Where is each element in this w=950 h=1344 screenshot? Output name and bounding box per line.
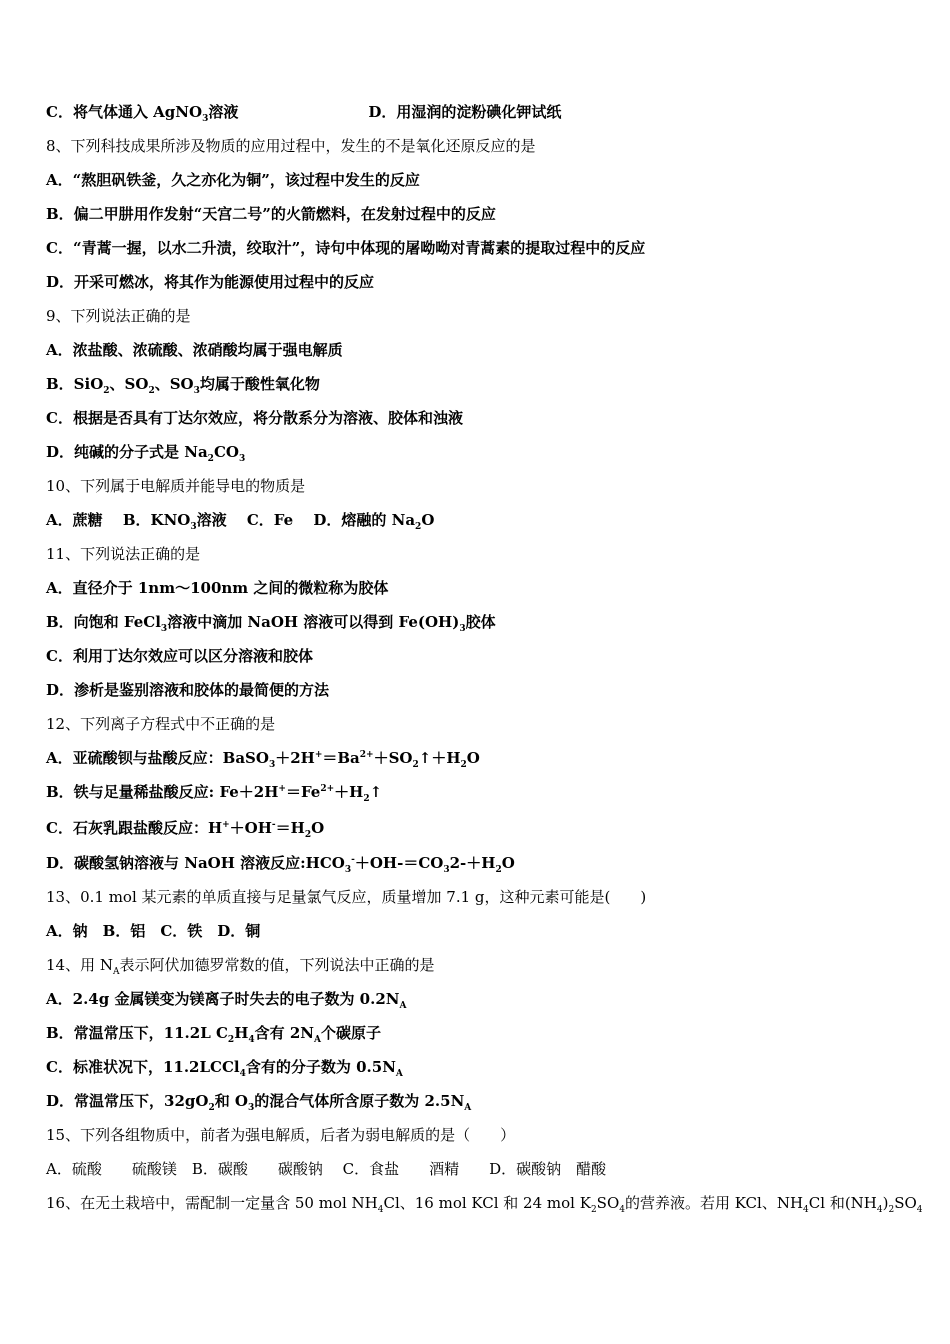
text-run: 10、下列属于电解质并能导电的物质是 (46, 477, 306, 495)
text-run: A．硫酸 硫酸镁 B．碳酸 碳酸钠 C．食盐 酒精 D．碳酸钠 醋酸 (46, 1160, 607, 1178)
answer-option-line (46, 238, 645, 258)
answer-option-line (46, 272, 374, 292)
text-run: 溶液 C．Fe D．熔融的 Na (196, 511, 416, 529)
answer-option-line (46, 921, 260, 941)
answer-option-line (46, 204, 496, 224)
text-run: C．标准状况下，11.2LCCl (46, 1058, 240, 1076)
subscript: 2 (148, 386, 155, 396)
text-run: D．纯碱的分子式是 Na (46, 443, 208, 461)
answer-option-line (46, 340, 343, 360)
question-line (46, 1193, 923, 1213)
subscript: 4 (248, 1035, 255, 1045)
text-run: D．开采可燃冰，将其作为能源使用过程中的反应 (46, 273, 375, 291)
text-run: 2-＋H (449, 854, 496, 872)
superscript: - (271, 820, 276, 830)
subscript: 2 (888, 1205, 895, 1215)
subscript: 3 (459, 624, 466, 634)
text-run: A．蔗糖 B．KNO (46, 511, 191, 529)
text-run: D．常温常压下，32gO (46, 1092, 209, 1110)
question-line (46, 955, 435, 975)
subscript: 2 (227, 1035, 235, 1045)
subscript: A (399, 1001, 407, 1011)
subscript: 3 (268, 760, 276, 770)
text-run: B．偏二甲肼用作发射“天宫二号”的火箭燃料，在发射过程中的反应 (46, 205, 496, 223)
text-run: 14、用 N (46, 956, 113, 974)
question-line (46, 476, 305, 496)
text-run: ＋SO (373, 749, 413, 767)
superscript: - (351, 855, 355, 865)
text-run: ＝H (275, 819, 305, 837)
subscript: 4 (803, 1205, 809, 1215)
subscript: 2 (208, 1103, 215, 1113)
text-run: A．钠 B．铝 C．铁 D．铜 (46, 922, 261, 940)
answer-option-line (46, 374, 320, 394)
text-run: D．碳酸氢钠溶液与 NaOH 溶液反应:HCO (46, 854, 345, 872)
text-run: 12、下列离子方程式中不正确的是 (46, 715, 276, 733)
text-run: 8、下列科技成果所涉及物质的应用过程中，发生的不是氧化还原反应的是 (46, 137, 536, 155)
subscript: 2 (590, 1205, 597, 1215)
answer-option-line (46, 170, 420, 190)
answer-option-line (46, 989, 406, 1009)
subscript: 3 (202, 114, 209, 124)
answer-option-line (46, 646, 313, 666)
text-run: 13、0.1 mol 某元素的单质直接与足量氯气反应，质量增加 7.1 g，这种元素可能是( ) (46, 888, 647, 906)
text-run: B．向饱和 FeCl (46, 613, 161, 631)
text-run: ) (882, 1194, 889, 1212)
subscript: A (395, 1069, 403, 1079)
text-run: B．铁与足量稀盐酸反应: Fe＋2H (46, 783, 279, 801)
text-run: ＋H (334, 783, 364, 801)
text-run: C．将气体通入 AgNO (46, 103, 203, 121)
text-run: 均属于酸性氧化物 (199, 375, 320, 393)
text-run: A．“熬胆矾铁釜，久之亦化为铜”，该过程中发生的反应 (46, 171, 420, 189)
answer-option-line (46, 1023, 381, 1043)
text-run: ＋OH-＝CO (354, 854, 444, 872)
subscript: 3 (238, 454, 246, 464)
subscript: A (464, 1103, 472, 1113)
text-run: ↑ (369, 783, 383, 801)
answer-option-line (46, 748, 480, 768)
superscript: 2+ (320, 784, 335, 794)
question-line (46, 887, 646, 907)
text-run: 9、下列说法正确的是 (46, 307, 191, 325)
answer-option-line (46, 818, 324, 838)
text-run: O (501, 854, 515, 872)
answer-option-line (46, 853, 515, 873)
text-run: 和 O (214, 1092, 248, 1110)
subscript: 2 (415, 522, 422, 532)
text-run: A．浓盐酸、浓硫酸、浓硝酸均属于强电解质 (46, 341, 343, 359)
subscript: 2 (304, 830, 312, 840)
text-run: A．亚硫酸钡与盐酸反应：BaSO (46, 749, 269, 767)
text-run: D．用湿润的淀粉碘化钾试纸 (368, 103, 562, 121)
text-run: 含有的分子数为 0.5N (245, 1058, 396, 1076)
subscript: 3 (443, 865, 450, 875)
text-run: C．石灰乳跟盐酸反应：H (46, 819, 223, 837)
answer-option-line (46, 408, 463, 428)
question-line (46, 714, 275, 734)
subscript: 4 (619, 1205, 625, 1215)
text-run: 、SO (109, 375, 149, 393)
subscript: 3 (190, 522, 197, 532)
text-run: A．2.4g 金属镁变为镁离子时失去的电子数为 0.2N (46, 990, 400, 1008)
subscript: 2 (103, 386, 110, 396)
subscript: 2 (207, 454, 214, 464)
answer-option-line (46, 1057, 403, 1077)
subscript: 4 (377, 1205, 384, 1215)
text-run: B．SiO (46, 375, 104, 393)
question-line (46, 136, 536, 156)
text-run: 溶液中滴加 NaOH 溶液可以得到 Fe(OH) (167, 613, 460, 631)
text-run: ↑＋H (418, 749, 461, 767)
text-run: 溶液 (208, 103, 239, 121)
subscript: 2 (363, 794, 370, 804)
text-run: ＝Fe (285, 783, 321, 801)
answer-option-line (46, 1091, 471, 1111)
question-line (46, 1125, 515, 1145)
text-run: H (234, 1024, 249, 1042)
subscript: A (314, 1035, 321, 1045)
text-run: ＝Ba (322, 749, 360, 767)
subscript: 3 (344, 865, 352, 875)
text-run: 的营养液。若用 KCl、NH (624, 1194, 804, 1212)
subscript: 3 (193, 386, 200, 396)
subscript: 4 (876, 1205, 883, 1215)
text-run: O (421, 511, 435, 529)
subscript: 2 (412, 760, 419, 770)
superscript: + (314, 750, 323, 760)
subscript: 4 (916, 1205, 923, 1215)
answer-option-line (46, 680, 329, 700)
text-run: O (311, 819, 325, 837)
subscript: 4 (239, 1069, 246, 1079)
subscript: A (112, 967, 120, 977)
superscript: + (278, 784, 286, 794)
question-line (46, 544, 200, 564)
text-run: 含有 2N (254, 1024, 315, 1042)
subscript: 2 (460, 760, 467, 770)
text-run: Cl 和(NH (808, 1194, 877, 1212)
text-run: 的混合气体所含原子数为 2.5N (254, 1092, 465, 1110)
text-run: 、SO (154, 375, 194, 393)
text-run: ＋OH (229, 819, 272, 837)
text-run: Cl、16 mol KCl 和 24 mol K (383, 1194, 591, 1212)
question-line (46, 306, 191, 326)
text-run: 胶体 (465, 613, 496, 631)
text-run: C．“青蒿一握，以水二升渍，绞取汁”，诗句中体现的屠呦呦对青蒿素的提取过程中的反应 (46, 239, 646, 257)
text-run: 15、下列各组物质中，前者为强电解质，后者为弱电解质的是（ ） (46, 1126, 516, 1144)
text-run: SO (596, 1194, 620, 1212)
answer-option-line (46, 510, 434, 530)
text-run: 表示阿伏加德罗常数的值，下列说法中正确的是 (119, 956, 435, 974)
superscript: 2+ (359, 750, 374, 760)
answer-option-line (46, 782, 382, 802)
text-run: C．根据是否具有丁达尔效应，将分散系分为溶液、胶体和浊液 (46, 409, 463, 427)
subscript: 3 (248, 1103, 255, 1113)
text-run: 个碳原子 (321, 1024, 382, 1042)
text-run: C．利用丁达尔效应可以区分溶液和胶体 (46, 647, 313, 665)
text-run: A．直径介于 1nm～100nm 之间的微粒称为胶体 (46, 579, 389, 597)
text-run: B．常温常压下，11.2L C (46, 1024, 228, 1042)
text-run: 11、下列说法正确的是 (46, 545, 201, 563)
subscript: 2 (495, 865, 502, 875)
subscript: 3 (160, 624, 168, 634)
text-run: D．渗析是鉴别溶液和胶体的最简便的方法 (46, 681, 330, 699)
superscript: + (222, 820, 230, 830)
answer-option-line (46, 578, 388, 598)
text-run: CO (213, 443, 239, 461)
answer-option-line (46, 442, 245, 462)
answer-option-line (46, 102, 561, 122)
answer-option-line (46, 612, 496, 632)
text-run: 16、在无土栽培中，需配制一定量含 50 mol NH (46, 1194, 378, 1212)
text-run: SO (894, 1194, 917, 1212)
text-run: ＋2H (275, 749, 315, 767)
question-line (46, 1159, 606, 1179)
text-run: O (466, 749, 480, 767)
